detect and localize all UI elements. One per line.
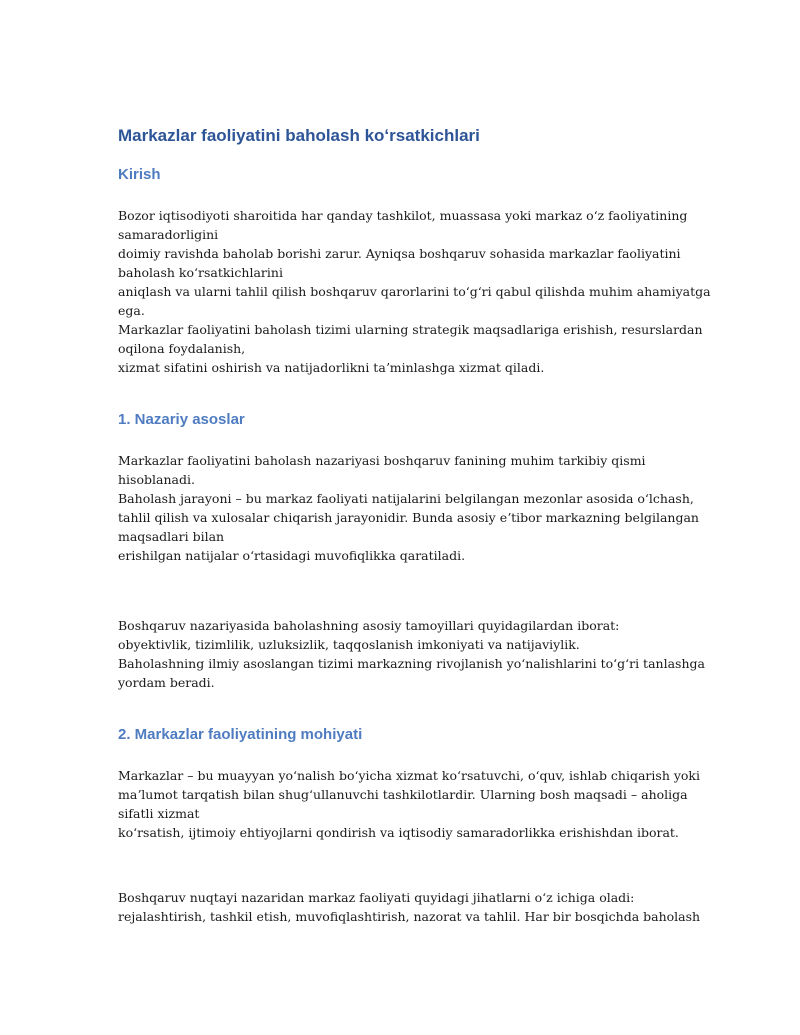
text-line: tahlil qilish va xulosalar chiqarish jarayonidir. Bunda asosiy eʼtibor markazning belgilangan xyxy=(118,510,699,525)
paragraph-nazariy-1 xyxy=(118,451,699,565)
text-line: yordam beradi. xyxy=(118,675,215,690)
text-line: Baholash jarayoni – bu markaz faoliyati natijalarini belgilangan mezonlar asosida oʻlchash, xyxy=(118,491,694,506)
text-line: Boshqaruv nuqtayi nazaridan markaz faoliyati quyidagi jihatlarni oʻz ichiga oladi: xyxy=(118,890,635,905)
text-line: Markazlar – bu muayyan yoʻnalish boʻyicha xizmat koʻrsatuvchi, oʻquv, ishlab chiqarish yoki xyxy=(118,768,701,783)
text-line: ega. xyxy=(118,303,145,318)
section-heading-kirish: Kirish xyxy=(118,166,161,183)
text-line: aniqlash va ularni tahlil qilish boshqaruv qarorlarini toʻgʻri qabul qilishda muhim ahamiyatga xyxy=(118,284,711,299)
section-heading-mohiyati: 2. Markazlar faoliyatining mohiyati xyxy=(118,726,363,743)
text-line: samaradorligini xyxy=(118,227,219,242)
text-line: Boshqaruv nazariyasida baholashning asosiy tamoyillari quyidagilardan iborat: xyxy=(118,618,620,633)
text-line: Markazlar faoliyatini baholash nazariyasi boshqaruv fanining muhim tarkibiy qismi xyxy=(118,453,646,468)
paragraph-mohiyati-2 xyxy=(118,888,701,926)
text-line: Baholashning ilmiy asoslangan tizimi markazning rivojlanish yoʻnalishlarini toʻgʻri tanlashga xyxy=(118,656,705,671)
paragraph-mohiyati-1 xyxy=(118,766,701,842)
text-line: maqsadlari bilan xyxy=(118,529,225,544)
text-line: maʼlumot tarqatish bilan shugʻullanuvchi tashkilotlardir. Ularning bosh maqsadi – aholiga xyxy=(118,787,688,802)
text-line: oqilona foydalanish, xyxy=(118,341,246,356)
section-heading-nazariy-asoslar: 1. Nazariy asoslar xyxy=(118,411,245,428)
text-line: rejalashtirish, tashkil etish, muvofiqlashtirish, nazorat va tahlil. Har bir bosqichda baholash xyxy=(118,909,701,924)
paragraph-nazariy-2 xyxy=(118,616,705,692)
text-line: obyektivlik, tizimlilik, uzluksizlik, taqqoslanish imkoniyati va natijaviylik. xyxy=(118,637,580,652)
text-line: erishilgan natijalar oʻrtasidagi muvofiqlikka qaratiladi. xyxy=(118,548,466,563)
text-line: baholash koʻrsatkichlarini xyxy=(118,265,283,280)
text-line: xizmat sifatini oshirish va natijadorlikni taʼminlashga xizmat qiladi. xyxy=(118,360,545,375)
document-title: Markazlar faoliyatini baholash koʻrsatkichlari xyxy=(118,126,480,145)
text-line: doimiy ravishda baholab borishi zarur. Ayniqsa boshqaruv sohasida markazlar faoliyatini xyxy=(118,246,681,261)
text-line: koʻrsatish, ijtimoiy ehtiyojlarni qondirish va iqtisodiy samaradorlikka erishishdan iborat. xyxy=(118,825,679,840)
text-line: Markazlar faoliyatini baholash tizimi ularning strategik maqsadlariga erishish, resurslardan xyxy=(118,322,703,337)
paragraph-kirish-1 xyxy=(118,206,711,377)
text-line: sifatli xizmat xyxy=(118,806,200,821)
text-line: hisoblanadi. xyxy=(118,472,195,487)
text-line: Bozor iqtisodiyoti sharoitida har qanday tashkilot, muassasa yoki markaz oʻz faoliyatining xyxy=(118,208,688,223)
